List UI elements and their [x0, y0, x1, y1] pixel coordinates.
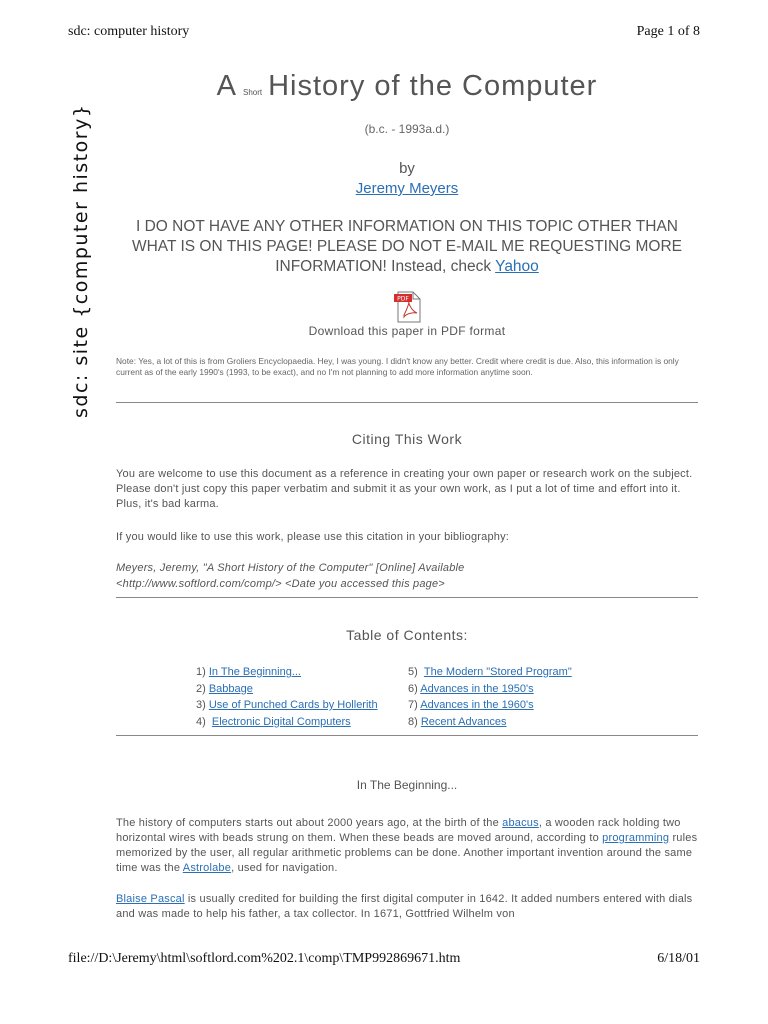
toc-left-column: [196, 664, 378, 730]
toc-number: 1): [196, 666, 206, 678]
toc-item: [408, 681, 572, 698]
text-run: rules memorized by the user, all regular arithmetic problems can be done. Another important invention around the same time was the: [116, 832, 698, 874]
author-link-row: [116, 180, 698, 197]
notice-text: I DO NOT HAVE ANY OTHER INFORMATION ON THIS TOPIC OTHER THAN WHAT IS ON THIS PAGE! PLEASE DO NOT E-MAIL ME REQUESTING MORE INFORMATION! Instead, check: [131, 218, 683, 275]
toc-number: 6): [408, 682, 418, 695]
toc-link-recent[interactable]: Recent Advances: [420, 715, 507, 728]
footer-file-path: file://D:\Jeremy\html\softlord.com%202.1\comp\TMP992869671.htm: [68, 951, 461, 966]
divider: [116, 597, 698, 598]
text-run: , a wooden rack holding two horizontal wires with beads strung on them. When these beads are moved around, according to: [116, 817, 681, 844]
page-header-title: sdc: computer history: [68, 24, 190, 39]
info-notice: [116, 217, 698, 277]
citing-paragraph-1: You are welcome to use this document as a reference in creating your own paper or research work on the subject. Please don't just copy this paper verbatim and submit it as your own work, as I put a lot of time and effort into it. Plus, it's bad karma.: [116, 468, 693, 510]
toc-item: [196, 697, 378, 714]
source-note: Note: Yes, a lot of this is from Groliers Encyclopaedia. Hey, I was young. I didn't know any better. Credit where credit is due. Also, this information is only current as of the early 1990's (1993, to be exact), and no I'm not planning to add more information anytime soon.: [116, 356, 679, 377]
text-run: The history of computers starts out about 2000 years ago, at the birth of the: [116, 817, 503, 829]
divider: [116, 402, 698, 403]
astrolabe-link[interactable]: Astrolabe: [182, 862, 232, 874]
page-number: Page 1 of 8: [636, 24, 700, 39]
citation-line-2: <http://www.softlord.com/comp/> <Date you accessed this page>: [116, 578, 445, 590]
toc-number: 2): [196, 682, 206, 695]
pdf-file-icon[interactable]: [394, 291, 422, 323]
toc-item: [196, 681, 378, 698]
toc-number: 5): [408, 666, 418, 678]
toc-number: 4): [196, 715, 206, 728]
toc-right-column: [408, 664, 572, 730]
title-a: A: [216, 70, 237, 102]
toc-number: 8): [408, 715, 418, 728]
citing-paragraph-2: If you would like to use this work, please use this citation in your bibliography:: [116, 531, 510, 543]
citing-title: Citing This Work: [351, 431, 463, 447]
citation-line-1: Meyers, Jeremy, "A Short History of the Computer" [Online] Available: [116, 562, 465, 574]
beginning-paragraph-1: [116, 816, 698, 876]
toc-link-babbage[interactable]: Babbage: [208, 682, 253, 695]
yahoo-link[interactable]: Yahoo: [495, 258, 539, 275]
toc-link-punched-cards[interactable]: Use of Punched Cards by Hollerith: [208, 699, 378, 711]
pdf-icon-label: PDF: [397, 295, 409, 303]
title-short: Short: [242, 88, 263, 97]
toc-item: [196, 664, 378, 681]
toc-item: [408, 697, 572, 714]
toc-link-1960s[interactable]: Advances in the 1960's: [420, 699, 534, 711]
byline-by: by: [399, 160, 415, 177]
footer-date: 6/18/01: [657, 951, 700, 966]
toc-item: [408, 664, 572, 681]
programming-link[interactable]: programming: [602, 832, 670, 844]
author-link[interactable]: Jeremy Meyers: [355, 180, 459, 197]
blaise-pascal-link[interactable]: Blaise Pascal: [116, 893, 185, 905]
toc-item: [408, 714, 572, 731]
sidebar-site-title: sdc: site {computer history}: [70, 103, 92, 418]
toc-item: [196, 714, 378, 731]
beginning-paragraph-2: [116, 892, 698, 922]
toc-link-beginning[interactable]: In The Beginning...: [208, 666, 301, 678]
page-title: [116, 70, 698, 103]
text-run: , used for navigation.: [231, 862, 338, 874]
toc-link-1950s[interactable]: Advances in the 1950's: [420, 682, 534, 695]
title-rest: History of the Computer: [268, 70, 598, 102]
toc-link-stored-program[interactable]: The Modern "Stored Program": [423, 666, 572, 678]
beginning-title: In The Beginning...: [356, 778, 458, 792]
toc-title: Table of Contents:: [346, 627, 468, 643]
text-run: is usually credited for building the first digital computer in 1642. It added numbers entered with dials and was made to help his father, a tax collector. In 1671, Gottfried Wilhelm von: [116, 893, 693, 920]
divider: [116, 735, 698, 736]
toc-number: 7): [408, 699, 418, 711]
toc-link-electronic[interactable]: Electronic Digital Computers: [211, 715, 351, 728]
toc-number: 3): [196, 699, 206, 711]
abacus-link[interactable]: abacus: [502, 817, 539, 829]
date-range: (b.c. - 1993a.d.): [364, 122, 450, 136]
pdf-download-text: Download this paper in PDF format: [308, 324, 506, 338]
